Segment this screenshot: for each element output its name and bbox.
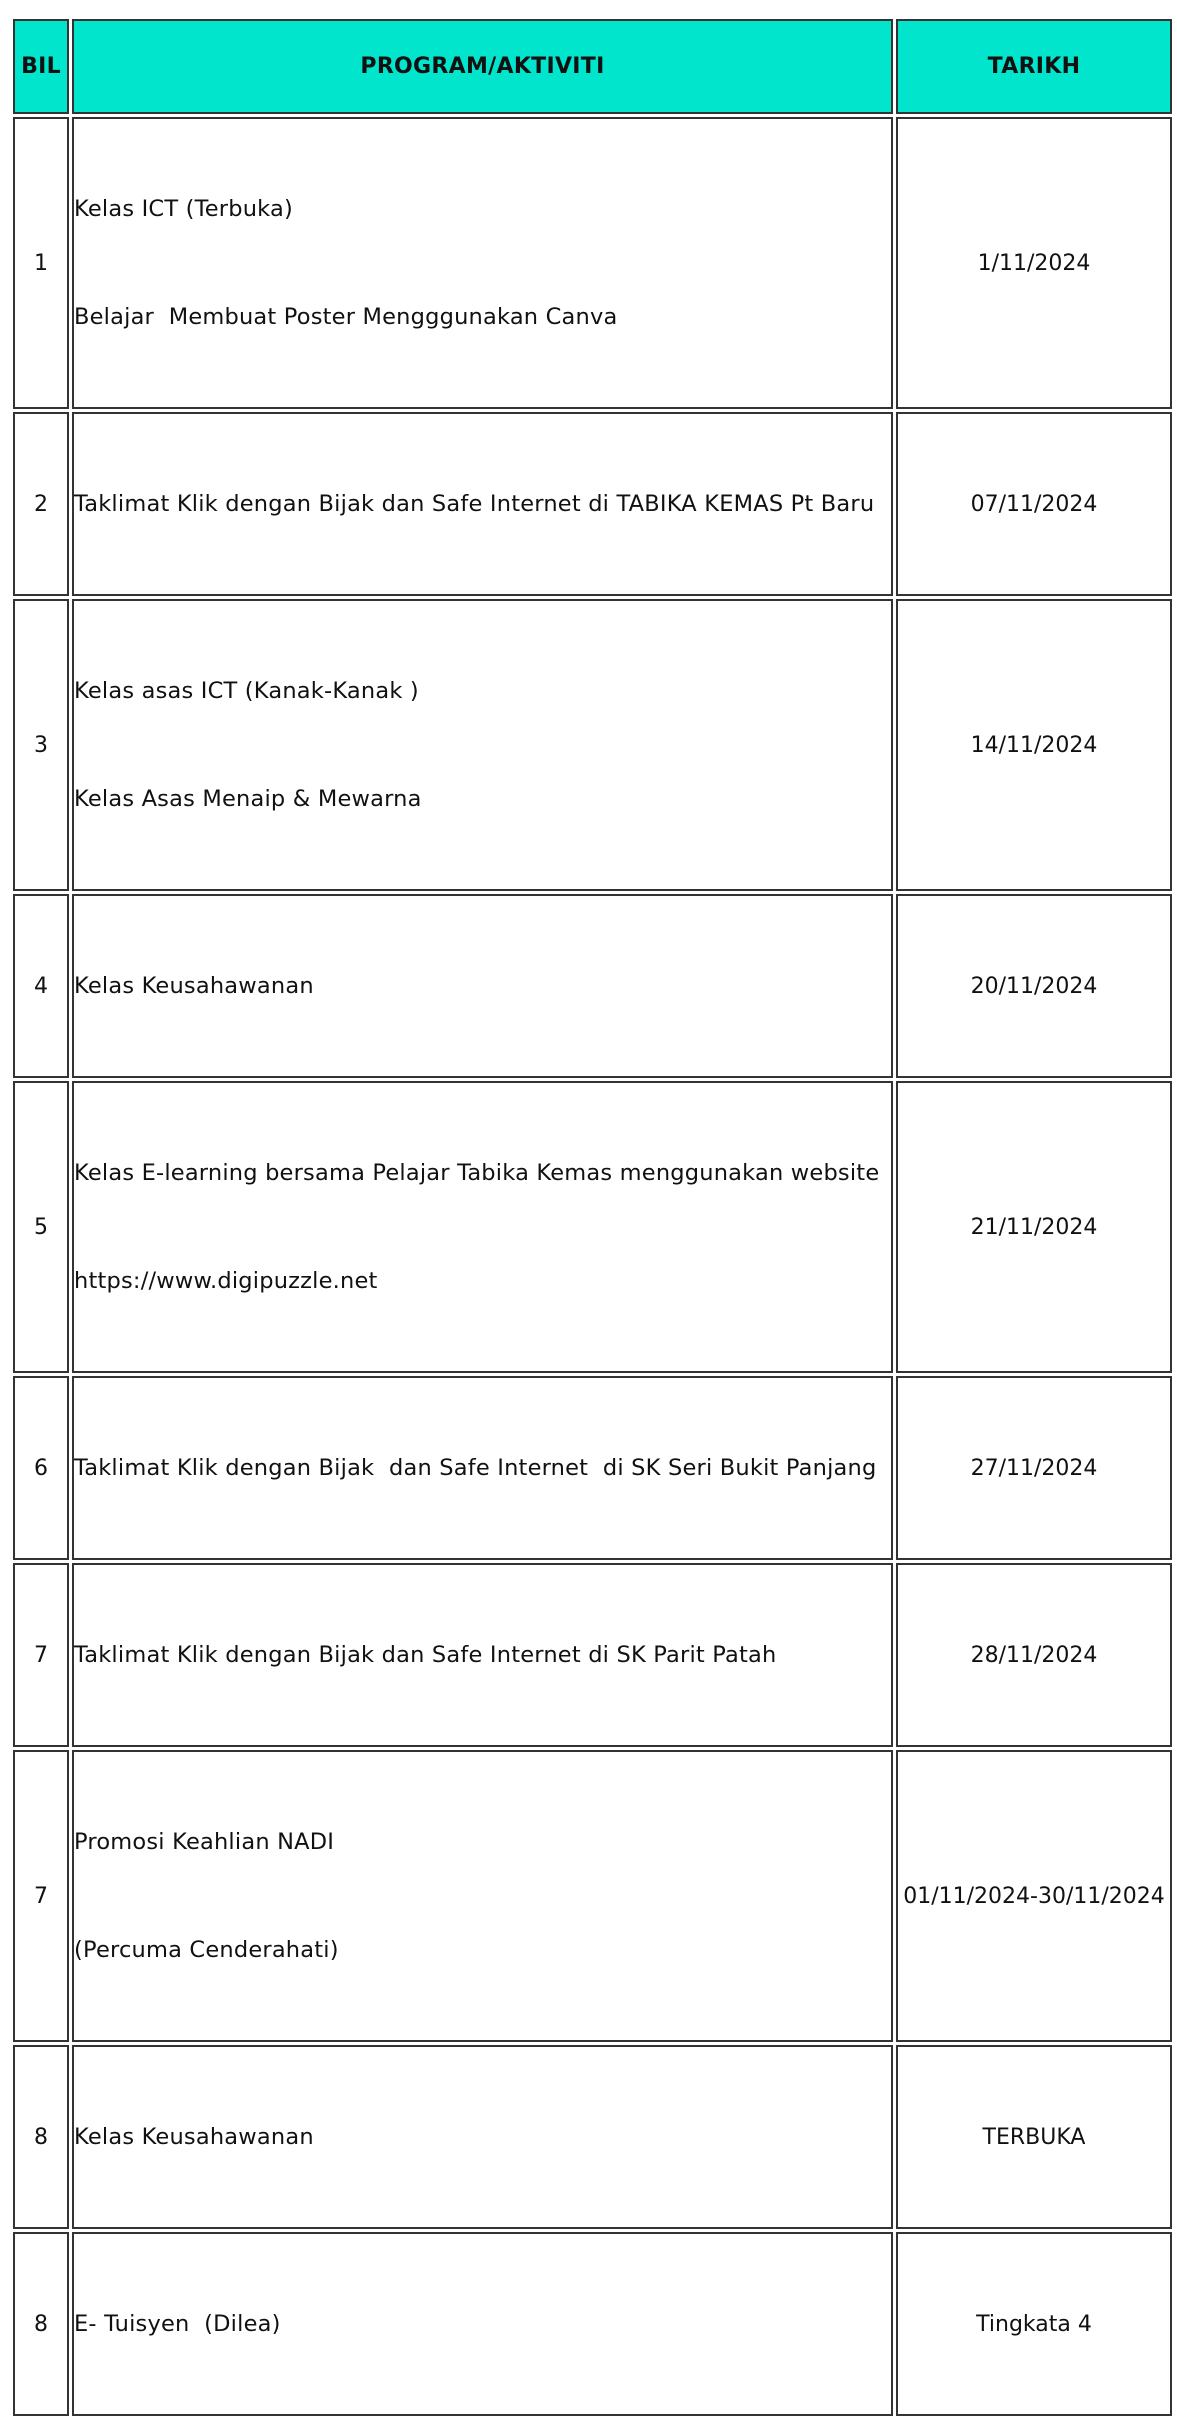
row-program [72, 894, 893, 1078]
header-tarikh: TARIKH [896, 19, 1172, 114]
row-bil: 7 [13, 1563, 69, 1747]
program-line: Taklimat Klik dengan Bijak dan Safe Internet di SK Parit Patah [74, 1642, 777, 1668]
table-row [13, 2045, 1172, 2229]
row-bil: 2 [13, 412, 69, 596]
row-program [72, 1563, 893, 1747]
table-row [13, 1563, 1172, 1747]
row-date: 27/11/2024 [896, 1376, 1172, 1560]
row-date: 20/11/2024 [896, 894, 1172, 1078]
program-line: E- Tuisyen (Dilea) [74, 2311, 281, 2337]
table-row [13, 1750, 1172, 2042]
table-row [13, 2232, 1172, 2416]
row-program [72, 2232, 893, 2416]
table-row [13, 117, 1172, 409]
row-date: 01/11/2024-30/11/2024 [896, 1750, 1172, 2042]
row-program [72, 412, 893, 596]
row-date: Tingkata 4 [896, 2232, 1172, 2416]
row-date: 28/11/2024 [896, 1563, 1172, 1747]
row-date: 07/11/2024 [896, 412, 1172, 596]
table-row [13, 1376, 1172, 1560]
table-row [13, 1081, 1172, 1373]
row-bil: 5 [13, 1081, 69, 1373]
row-date: 14/11/2024 [896, 599, 1172, 891]
program-line: Kelas ICT (Terbuka) [74, 196, 293, 222]
program-table [10, 16, 1175, 2419]
table-row [13, 412, 1172, 596]
row-bil: 4 [13, 894, 69, 1078]
table-row [13, 599, 1172, 891]
program-line: (Percuma Cenderahati) [74, 1937, 339, 1963]
header-bil: BIL [13, 19, 69, 114]
row-date: 21/11/2024 [896, 1081, 1172, 1373]
row-bil: 7 [13, 1750, 69, 2042]
row-program [72, 1376, 893, 1560]
table-row [13, 894, 1172, 1078]
program-line: Taklimat Klik dengan Bijak dan Safe Internet di TABIKA KEMAS Pt Baru [74, 491, 875, 517]
row-bil: 1 [13, 117, 69, 409]
program-line: Promosi Keahlian NADI [74, 1829, 335, 1855]
program-line: https://www.digipuzzle.net [74, 1268, 378, 1294]
header-row [13, 19, 1172, 114]
row-bil: 3 [13, 599, 69, 891]
program-line: Kelas Keusahawanan [74, 2124, 314, 2150]
row-date: 1/11/2024 [896, 117, 1172, 409]
row-program [72, 1750, 893, 2042]
row-program [72, 2045, 893, 2229]
program-line: Kelas asas ICT (Kanak-Kanak ) [74, 678, 419, 704]
row-bil: 6 [13, 1376, 69, 1560]
row-program [72, 1081, 893, 1373]
row-program [72, 599, 893, 891]
row-date: TERBUKA [896, 2045, 1172, 2229]
program-line: Taklimat Klik dengan Bijak dan Safe Internet di SK Seri Bukit Panjang [74, 1455, 877, 1481]
row-program [72, 117, 893, 409]
program-line: Kelas E-learning bersama Pelajar Tabika Kemas menggunakan website [74, 1160, 880, 1186]
program-line: Kelas Keusahawanan [74, 973, 314, 999]
program-line: Belajar Membuat Poster Mengggunakan Canva [74, 304, 618, 330]
row-bil: 8 [13, 2232, 69, 2416]
header-program: PROGRAM/AKTIVITI [72, 19, 893, 114]
row-bil: 8 [13, 2045, 69, 2229]
program-line: Kelas Asas Menaip & Mewarna [74, 786, 422, 812]
